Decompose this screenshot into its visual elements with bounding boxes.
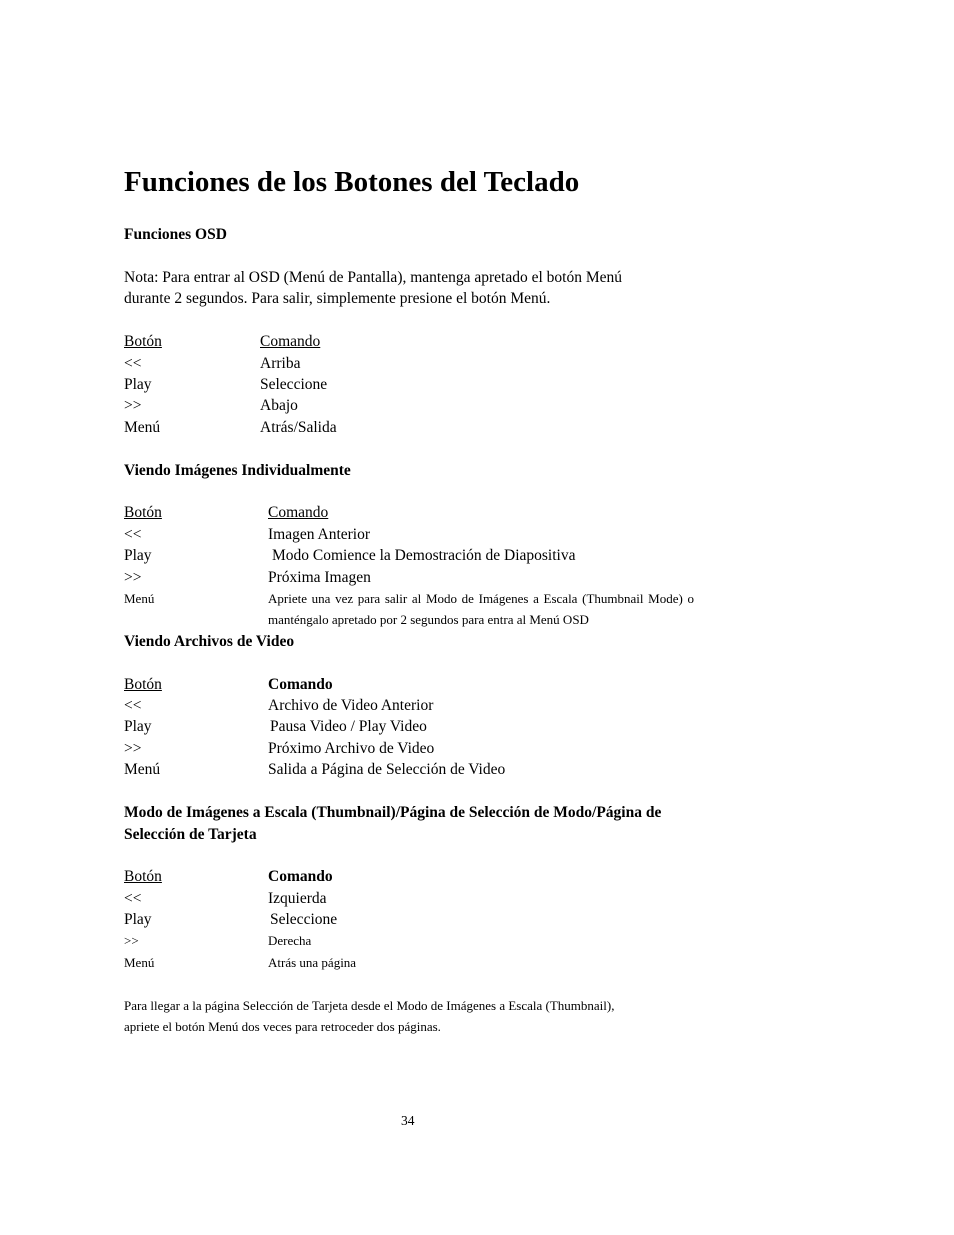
command-cell: Izquierda [268,890,327,907]
button-cell: >> [124,569,142,586]
page-title: Funciones de los Botones del Teclado [124,166,580,198]
thumb-note-line2: apriete el botón Menú dos veces para retroceder dos páginas. [124,1019,441,1034]
button-cell: << [124,697,142,714]
command-cell: Imagen Anterior [268,526,371,543]
command-cell: Atrás/Salida [260,419,337,436]
button-cell: Menú [124,761,161,778]
button-cell: Play [124,376,152,393]
command-cell: Seleccione [260,376,328,393]
video-heading: Viendo Archivos de Video [124,633,295,650]
command-cell: Salida a Página de Selección de Video [268,761,506,778]
command-cell: Derecha [268,933,312,948]
video-col-command: Comando [268,676,333,693]
thumb-heading: Modo de Imágenes a Escala (Thumbnail)/Página de Selección de Modo/Página de Selección de Tarjeta [124,804,662,843]
thumb-note-line1: Para llegar a la página Selección de Tarjeta desde el Modo de Imágenes a Escala (Thumbnail), [124,998,615,1013]
command-cell-wrapped: Apriete una vez para salir al Modo de Imágenes a Escala (Thumbnail Mode) o manténgalo apretado por 2 segundos para entra al Menú OSD [268,591,694,627]
button-cell: >> [124,397,142,414]
command-cell: Pausa Video / Play Video [270,718,427,735]
page-number: 34 [401,1113,415,1128]
command-cell: Seleccione [270,911,338,928]
command-cell: Archivo de Video Anterior [268,697,434,714]
video-col-button: Botón [124,676,162,693]
thumb-col-button: Botón [124,868,162,885]
command-cell: Próxima Imagen [268,569,371,586]
single-col-button: Botón [124,504,162,521]
single-col-command: Comando [268,504,329,521]
button-cell: Menú [124,419,161,436]
osd-col-command: Comando [260,333,321,350]
button-cell: Menú [124,955,155,970]
button-cell: << [124,526,142,543]
command-cell: Modo Comience la Demostración de Diapositiva [272,547,576,564]
osd-col-button: Botón [124,333,162,350]
button-cell: << [124,890,142,907]
command-cell: Arriba [260,355,301,372]
command-cell: Próximo Archivo de Video [268,740,435,757]
button-cell: Play [124,718,152,735]
thumb-col-command: Comando [268,868,333,885]
button-cell: Menú [124,591,155,606]
button-cell: Play [124,911,152,928]
command-cell: Atrás una página [268,955,357,970]
button-cell: >> [124,740,142,757]
single-heading: Viendo Imágenes Individualmente [124,462,351,479]
button-cell: >> [124,933,139,948]
osd-note-line2: durante 2 segundos. Para salir, simplemente presione el botón Menú. [124,290,551,307]
button-cell: << [124,355,142,372]
osd-note-line1: Nota: Para entrar al OSD (Menú de Pantalla), mantenga apretado el botón Menú [124,269,622,286]
command-cell: Abajo [260,397,298,414]
button-cell: Play [124,547,152,564]
osd-heading: Funciones OSD [124,226,227,243]
